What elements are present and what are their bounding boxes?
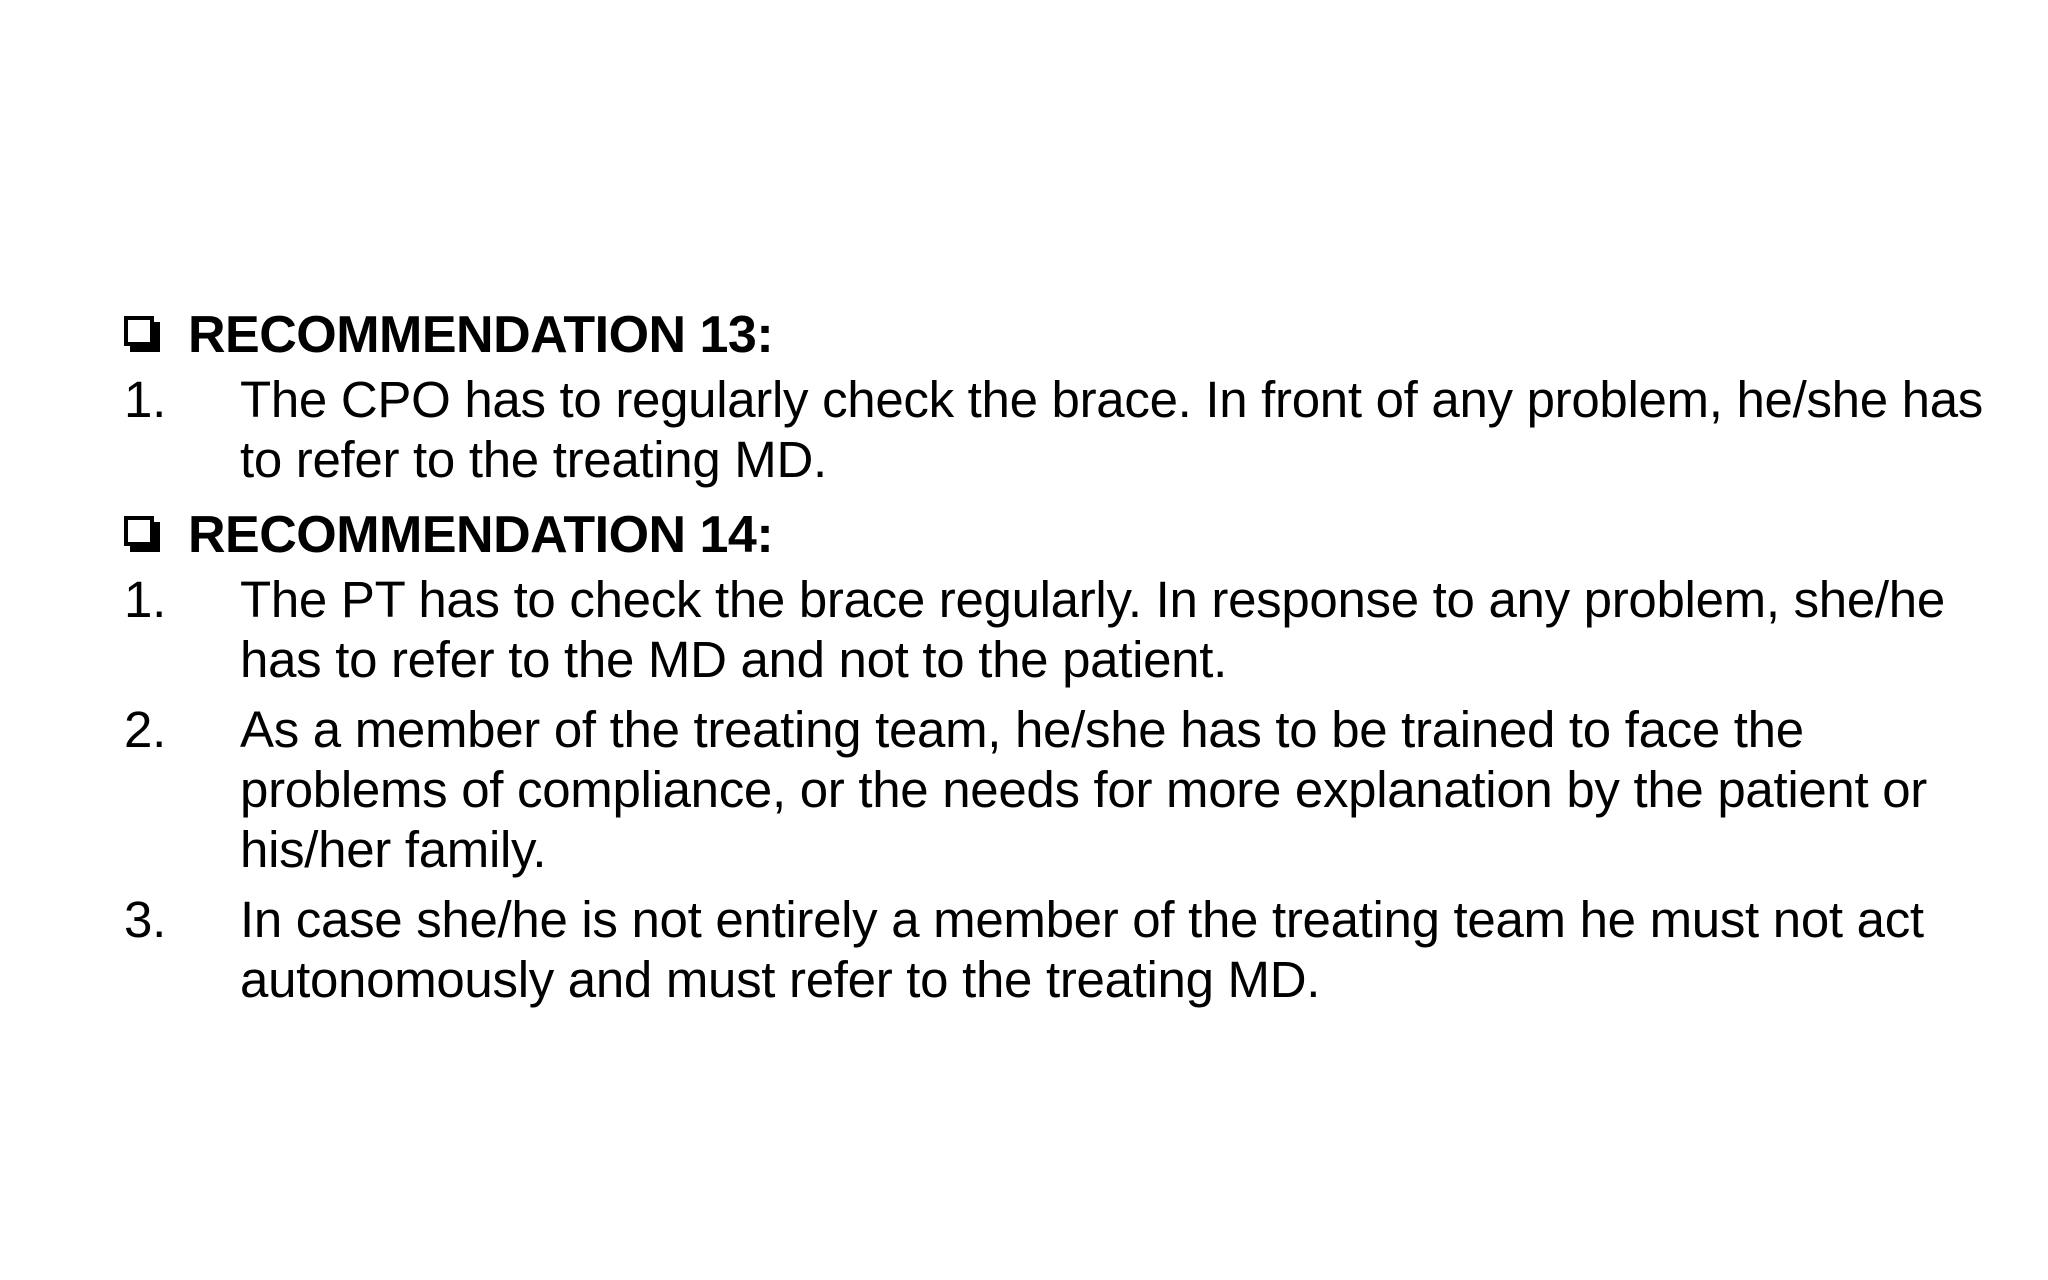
list-item-text: The PT has to check the brace regularly. In response to any problem, she/he has to refer to the MD and not to the patient. <box>240 571 1945 688</box>
section-heading-text: RECOMMENDATION 14: <box>188 506 774 564</box>
list-item-number: 2. <box>124 701 166 758</box>
numbered-list <box>124 370 1984 490</box>
recommendation-13-section <box>124 300 1984 490</box>
list-item-text: In case she/he is not entirely a member of the treating team he must not act autonomously and must refer to the treating MD. <box>240 891 1924 1008</box>
list-item-number: 1. <box>124 371 166 428</box>
list-item <box>124 570 1984 690</box>
list-item <box>124 890 1984 1010</box>
section-heading <box>124 300 1984 370</box>
list-item-text: As a member of the treating team, he/she has to be trained to face the problems of compliance, or the needs for more explanation by the patient or his/her family. <box>240 701 1927 878</box>
list-item <box>124 700 1984 880</box>
recommendation-14-section <box>124 500 1984 1010</box>
list-item-number: 3. <box>124 891 166 948</box>
section-heading-text: RECOMMENDATION 13: <box>188 306 774 364</box>
slide-content <box>124 300 1984 1020</box>
numbered-list <box>124 570 1984 1010</box>
checkbox-icon <box>124 516 162 554</box>
checkbox-icon <box>124 316 162 354</box>
list-item-number: 1. <box>124 571 166 628</box>
list-item <box>124 370 1984 490</box>
section-heading <box>124 500 1984 570</box>
list-item-text: The CPO has to regularly check the brace. In front of any problem, he/she has to refer to the treating MD. <box>240 371 1983 488</box>
